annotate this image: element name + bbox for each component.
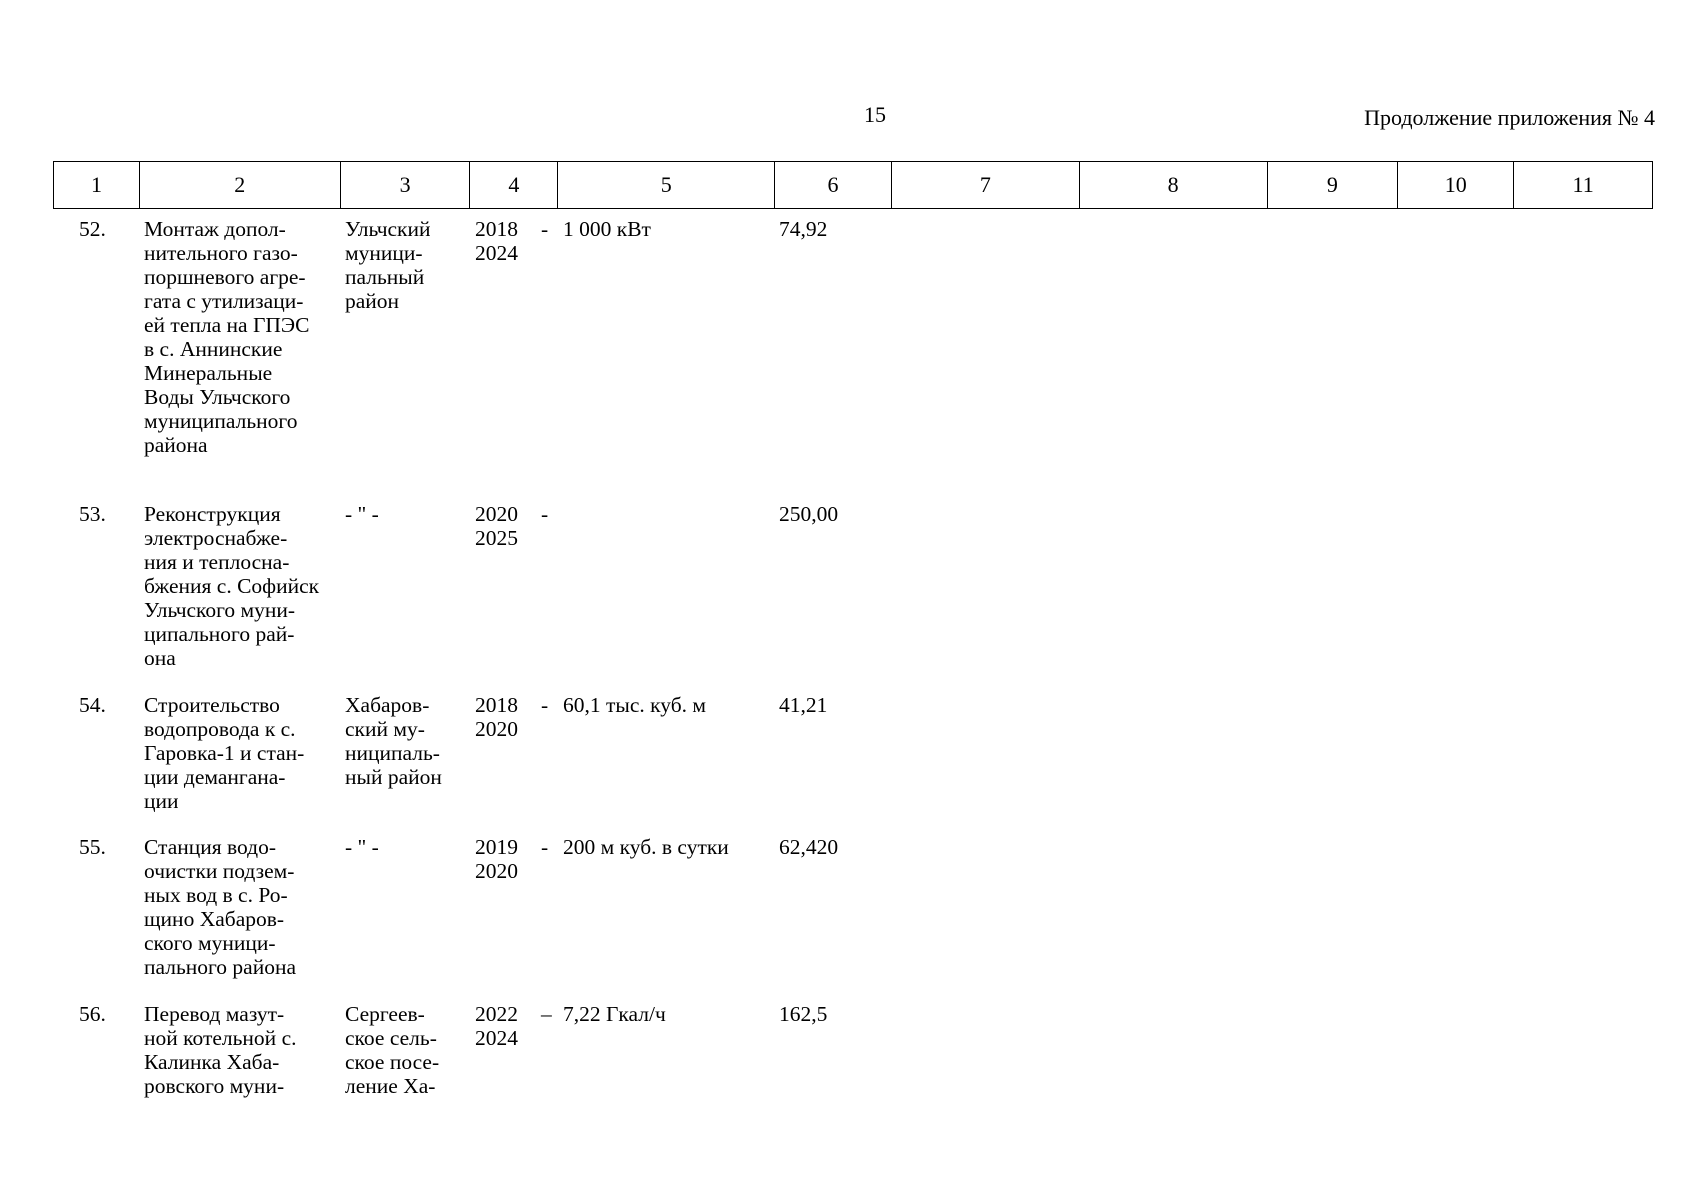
column-header-4: 4 (470, 162, 558, 208)
project-name: Перевод мазут- ной котельной с. Калинка Хаба- ровского муни- (144, 1002, 297, 1098)
column-header-11: 11 (1572, 172, 1594, 197)
column-header-2: 2 (140, 162, 341, 208)
municipality: Сергеев- ское сель- ское посе- ление Ха- (345, 1002, 440, 1098)
implementation-years: 2020 2025 (475, 502, 518, 550)
cost: 162,5 (779, 1002, 828, 1026)
column-header-3: 3 (341, 162, 471, 208)
row-number: 56. (79, 1002, 106, 1026)
capacity: 1 000 кВт (563, 217, 651, 241)
years-dash: – (541, 1002, 552, 1026)
row-number: 54. (79, 693, 106, 717)
row-number: 53. (79, 502, 106, 526)
capacity: 200 м куб. в сутки (563, 835, 729, 859)
implementation-years: 2018 2024 (475, 217, 518, 265)
column-header-6: 6 (775, 162, 892, 208)
column-header-8: 8 (1080, 162, 1268, 208)
capacity: 60,1 тыс. куб. м (563, 693, 707, 717)
municipality: Хабаров- ский му- ниципаль- ный район (345, 693, 442, 789)
project-name: Станция водо- очистки подзем- ных вод в с. Ро- щино Хабаров- ского муници- пального района (144, 835, 297, 979)
implementation-years: 2018 2020 (475, 693, 518, 741)
column-header-9: 9 (1268, 162, 1399, 208)
project-name: Монтаж допол- нительного газо- поршневого агре- гата с утилизаци- ей тепла на ГПЭС в с. Аннинские Минеральные Воды Ульчского муниципального района (144, 217, 310, 457)
column-header-5: 5 (558, 162, 775, 208)
cost: 74,92 (779, 217, 828, 241)
column-header-7: 7 (892, 162, 1080, 208)
years-dash: - (541, 217, 549, 241)
column-header-1: 1 (54, 162, 140, 208)
municipality: Ульчский муници- пальный район (345, 217, 431, 313)
row-number: 52. (79, 217, 106, 241)
municipality: - " - (345, 502, 379, 526)
cost: 41,21 (779, 693, 828, 717)
years-dash: - (541, 502, 549, 526)
cost: 250,00 (779, 502, 839, 526)
cost: 62,420 (779, 835, 839, 859)
table-header-row (53, 161, 1653, 209)
capacity: 7,22 Гкал/ч (563, 1002, 666, 1026)
appendix-title: Продолжение приложения № 4 (1364, 105, 1655, 130)
column-header-10: 10 (1398, 162, 1514, 208)
years-dash: - (541, 835, 549, 859)
project-name: Строительство водопровода к с. Гаровка-1 и стан- ции деманганa- ции (144, 693, 305, 813)
years-dash: - (541, 693, 549, 717)
implementation-years: 2022 2024 (475, 1002, 518, 1050)
implementation-years: 2019 2020 (475, 835, 518, 883)
row-number: 55. (79, 835, 106, 859)
project-name: Реконструкция электроснабже- ния и теплосна- бжения с. Софийск Ульчского муни- ципального рай- она (144, 502, 320, 670)
page-number: 15 (864, 102, 886, 127)
municipality: - " - (345, 835, 379, 859)
